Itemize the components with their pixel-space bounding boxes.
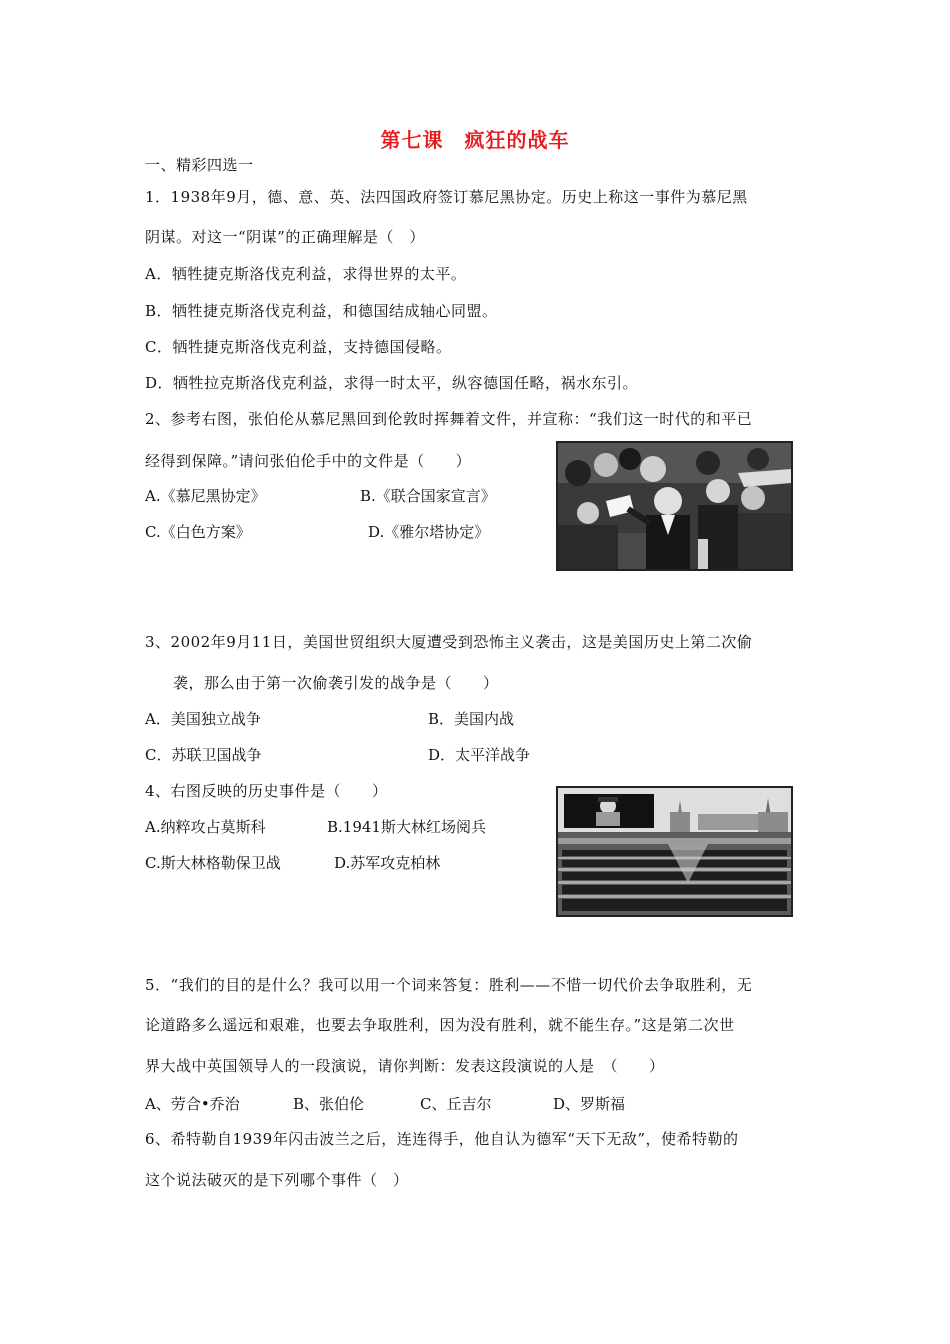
q1-line1: 1．1938年9月，德、意、英、法四国政府签订慕尼黑协定。历史上称这一事件为慕尼黑 [145, 188, 748, 206]
q2-option-c: C.《白色方案》 [145, 523, 251, 541]
q2-option-b: B.《联合国家宣言》 [360, 487, 496, 505]
q2-option-d: D.《雅尔塔协定》 [368, 523, 490, 541]
red-square-parade-photo [556, 786, 793, 917]
chamberlain-photo [556, 441, 793, 571]
section-heading: 一、精彩四选一 [145, 156, 254, 174]
q5-option-b: B、张伯伦 [293, 1095, 365, 1113]
q2-option-a: A.《慕尼黑协定》 [145, 487, 266, 505]
q4-option-a: A.纳粹攻占莫斯科 [145, 818, 266, 836]
q1-option-a: A．牺牲捷克斯洛伐克利益，求得世界的太平。 [145, 265, 467, 283]
q5-option-d: D、罗斯福 [553, 1095, 626, 1113]
q3-option-c: C．苏联卫国战争 [145, 746, 262, 764]
q6-line1: 6、希特勒自1939年闪击波兰之后，连连得手，他自认为德军“天下无敌”，使希特勒的 [145, 1130, 739, 1148]
q3-option-d: D．太平洋战争 [428, 746, 531, 764]
q4-option-d: D.苏军攻克柏林 [334, 854, 441, 872]
q2-line2: 经得到保障。”请问张伯伦手中的文件是（ ） [145, 452, 472, 470]
q3-option-b: B．美国内战 [428, 710, 515, 728]
q1-line2: 阴谋。对这一“阴谋”的正确理解是（ ） [145, 228, 425, 246]
q4-option-c: C.斯大林格勒保卫战 [145, 854, 281, 872]
q4-line1: 4、右图反映的历史事件是（ ） [145, 782, 388, 800]
q1-option-c: C．牺牲捷克斯洛伐克利益，支持德国侵略。 [145, 338, 452, 356]
q5-line1: 5．“我们的目的是什么？我可以用一个词来答复：胜利——不惜一切代价去争取胜利，无 [145, 976, 753, 994]
q3-line1: 3、2002年9月11日，美国世贸组织大厦遭受到恐怖主义袭击，这是美国历史上第二次偷 [145, 633, 753, 651]
q5-option-c: C、丘吉尔 [420, 1095, 492, 1113]
q5-line3: 界大战中英国领导人的一段演说，请你判断：发表这段演说的人是 （ ） [145, 1057, 665, 1075]
q3-line2: 袭，那么由于第一次偷袭引发的战争是（ ） [173, 674, 499, 692]
lesson-title: 第七课 疯狂的战车 [380, 128, 570, 152]
q1-option-b: B．牺牲捷克斯洛伐克利益，和德国结成轴心同盟。 [145, 302, 498, 320]
q5-option-a: A、劳合•乔治 [145, 1095, 240, 1113]
q5-line2: 论道路多么遥远和艰难，也要去争取胜利，因为没有胜利，就不能生存。”这是第二次世 [145, 1016, 735, 1034]
q4-option-b: B.1941斯大林红场阅兵 [327, 818, 486, 836]
q2-line1: 2、参考右图，张伯伦从慕尼黑回到伦敦时挥舞着文件，并宣称：“我们这一时代的和平已 [145, 410, 753, 428]
q3-option-a: A．美国独立战争 [145, 710, 261, 728]
q1-option-d: D．牺牲拉克斯洛伐克利益，求得一时太平，纵容德国任略，祸水东引。 [145, 374, 639, 392]
q6-line2: 这个说法破灭的是下列哪个事件（ ） [145, 1171, 409, 1189]
